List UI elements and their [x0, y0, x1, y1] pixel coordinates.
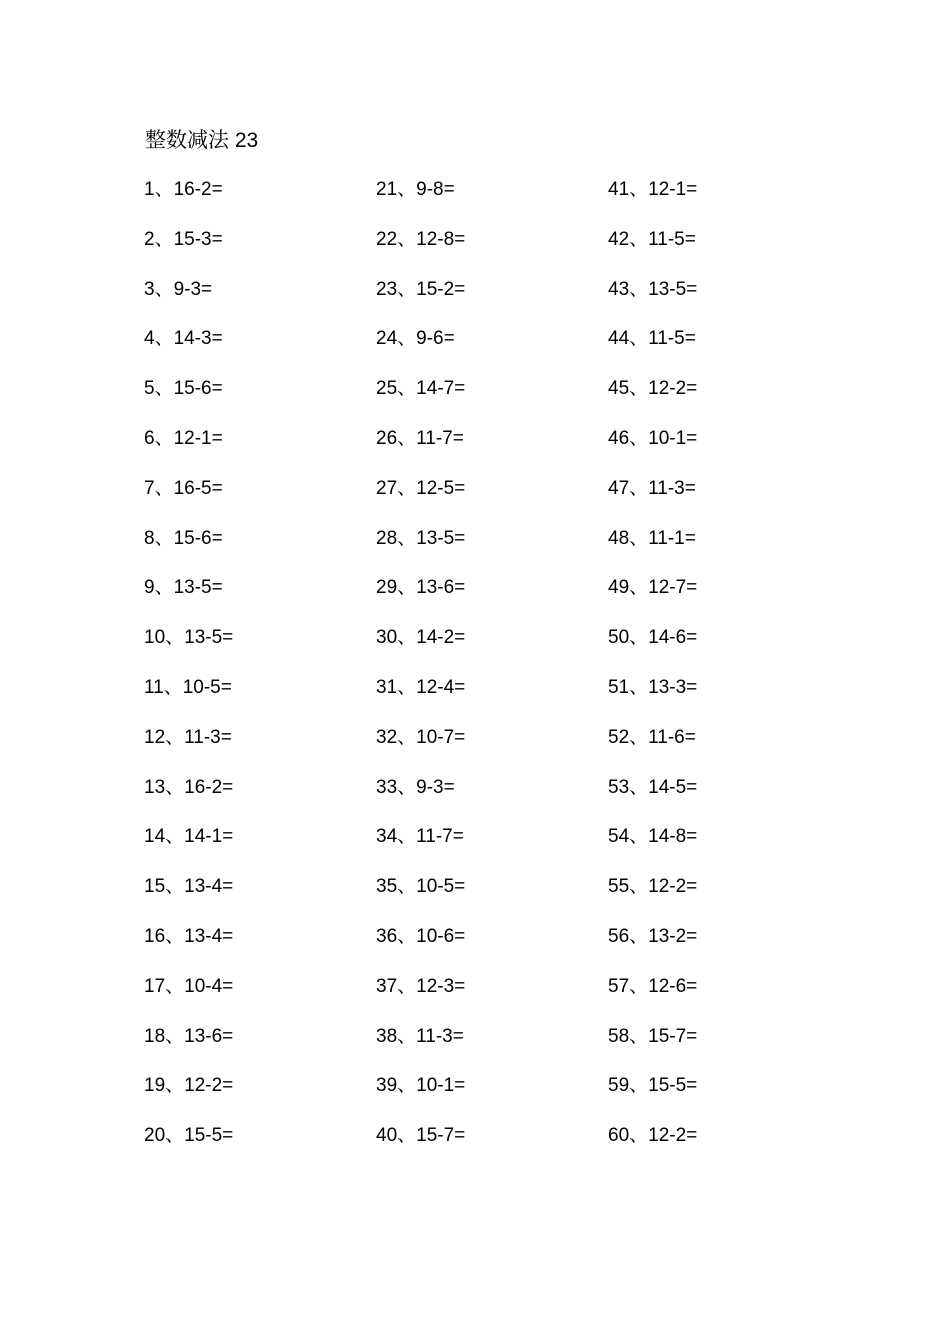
page-title: 整数减法 23	[145, 129, 259, 152]
problem-item: 31、12-4=	[376, 676, 466, 698]
problem-item: 57、12-6=	[608, 975, 698, 997]
problem-item: 12、11-3=	[144, 726, 232, 748]
problem-item: 14、14-1=	[144, 826, 234, 848]
problem-item: 54、14-8=	[608, 826, 698, 848]
problem-item: 56、13-2=	[608, 925, 698, 947]
problem-item: 8、15-6=	[144, 527, 223, 549]
problem-item: 22、12-8=	[376, 228, 466, 250]
problem-item: 53、14-5=	[608, 776, 698, 798]
problem-item: 4、14-3=	[144, 328, 223, 350]
problem-item: 40、15-7=	[376, 1125, 466, 1147]
problem-item: 2、15-3=	[144, 228, 223, 250]
problem-item: 19、12-2=	[144, 1075, 234, 1097]
problem-item: 20、15-5=	[144, 1125, 234, 1147]
problem-column-3	[608, 176, 828, 1172]
problem-item: 18、13-6=	[144, 1025, 234, 1047]
problem-item: 50、14-6=	[608, 627, 698, 649]
problem-item: 25、14-7=	[376, 378, 466, 400]
problem-item: 52、11-6=	[608, 726, 696, 748]
problem-item: 45、12-2=	[608, 378, 698, 400]
problem-item: 11、10-5=	[144, 676, 232, 698]
problem-item: 34、11-7=	[376, 826, 464, 848]
problem-item: 29、13-6=	[376, 577, 466, 599]
problem-item: 39、10-1=	[376, 1075, 466, 1097]
problem-item: 28、13-5=	[376, 527, 466, 549]
problem-item: 1、16-2=	[144, 179, 223, 200]
problem-item: 24、9-6=	[376, 328, 455, 350]
problem-item: 37、12-3=	[376, 975, 466, 997]
problem-item: 10、13-5=	[144, 627, 234, 649]
problem-item: 41、12-1=	[608, 179, 698, 200]
problem-column-2	[376, 176, 596, 1172]
problem-item: 16、13-4=	[144, 925, 234, 947]
problem-item: 3、9-3=	[144, 278, 213, 300]
problem-item: 47、11-3=	[608, 477, 696, 499]
problem-item: 59、15-5=	[608, 1075, 698, 1097]
problem-item: 21、9-8=	[376, 179, 455, 200]
problem-item: 38、11-3=	[376, 1025, 464, 1047]
problem-item: 32、10-7=	[376, 726, 466, 748]
problem-item: 43、13-5=	[608, 278, 698, 300]
problem-item: 42、11-5=	[608, 228, 696, 250]
problem-item: 17、10-4=	[144, 975, 234, 997]
problem-item: 48、11-1=	[608, 527, 696, 549]
problem-item: 15、13-4=	[144, 876, 234, 898]
problem-column-1	[144, 176, 364, 1172]
problem-item: 26、11-7=	[376, 427, 464, 449]
problem-item: 33、9-3=	[376, 776, 455, 798]
problem-item: 27、12-5=	[376, 477, 466, 499]
problem-item: 49、12-7=	[608, 577, 698, 599]
problem-item: 51、13-3=	[608, 676, 698, 698]
problem-item: 7、16-5=	[144, 477, 223, 499]
problem-item: 23、15-2=	[376, 278, 466, 300]
problem-item: 60、12-2=	[608, 1125, 698, 1147]
problem-item: 58、15-7=	[608, 1025, 698, 1047]
problem-item: 55、12-2=	[608, 876, 698, 898]
problem-item: 6、12-1=	[144, 427, 223, 449]
problem-item: 30、14-2=	[376, 627, 466, 649]
problem-item: 36、10-6=	[376, 925, 466, 947]
problem-item: 35、10-5=	[376, 876, 466, 898]
problem-item: 5、15-6=	[144, 378, 223, 400]
problem-item: 9、13-5=	[144, 577, 223, 599]
problem-item: 13、16-2=	[144, 776, 234, 798]
problem-item: 46、10-1=	[608, 427, 698, 449]
problem-item: 44、11-5=	[608, 328, 696, 350]
